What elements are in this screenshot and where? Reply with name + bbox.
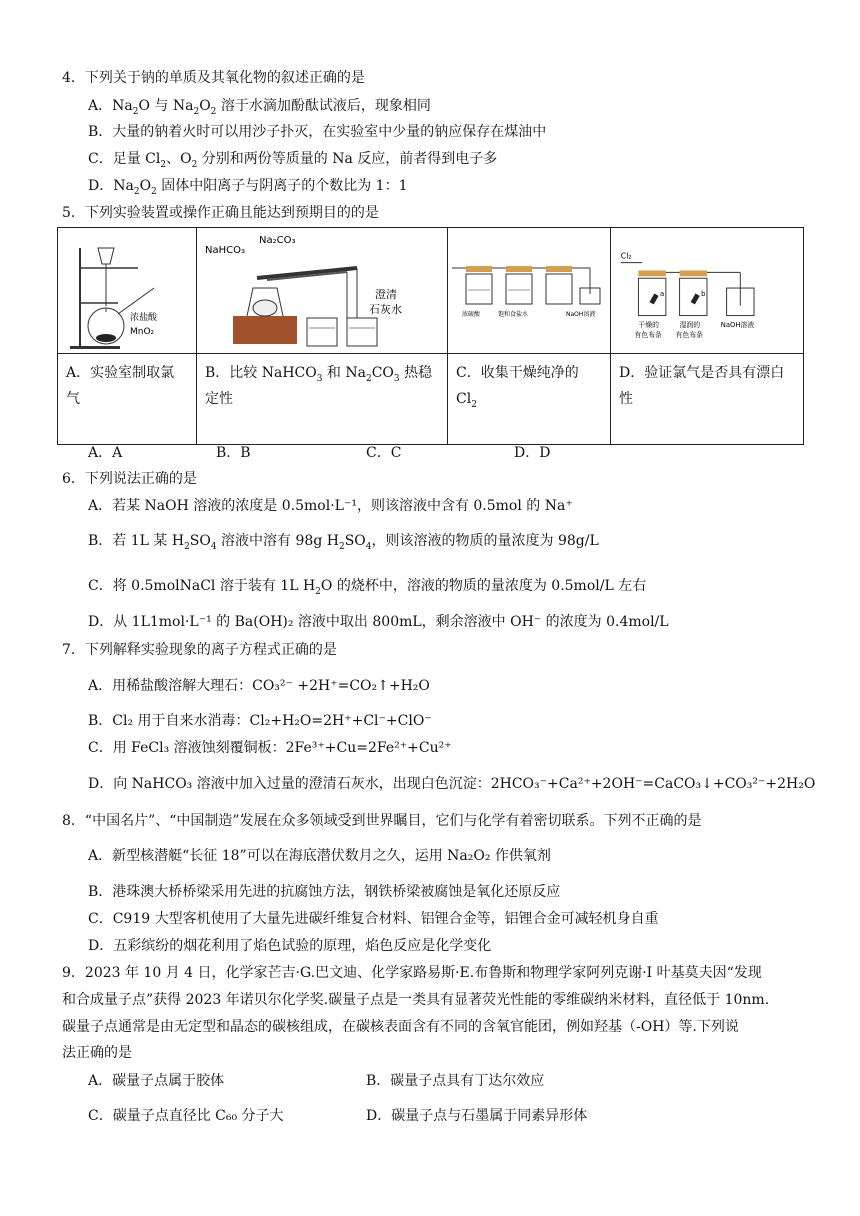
q4-option-b: B．大量的钠着火时可以用沙子扑灭，在实验室中少量的钠应保存在煤油中 <box>88 124 547 140</box>
q6-stem: 6．下列说法正确的是 <box>62 471 197 487</box>
q4-stem: 4．下列关于钠的单质及其氧化物的叙述正确的是 <box>62 70 365 86</box>
q8-option-a: A．新型核潜艇“长征 18”可以在海底潜伏数月之久，运用 Na₂O₂ 作供氧剂 <box>88 848 551 864</box>
q4-option-d: D．$Na_2O_2$ 固体中阳离子与阴离子的个数比为 1：1 <box>88 178 408 197</box>
q5-image-b <box>197 228 448 354</box>
q5-answer-d: D．D <box>514 445 551 461</box>
label-conc-h2so4: 浓硫酸 <box>462 311 481 318</box>
label-a: a <box>659 289 665 298</box>
label-nahco3: NaHCO₃ <box>205 245 245 256</box>
q5-answer-b: B．B <box>216 445 251 461</box>
q9-stem-line-3: 碳量子点通常是由无定型和晶态的碳核组成，在碳核表面含有不同的含氧官能团，例如羟基（-OH）等.下列说 <box>62 1019 739 1035</box>
q8-stem: 8．“中国名片”、“中国制造”发展在众多领域受到世界瞩目，它们与化学有着密切联系。下列不正确的是 <box>62 813 702 829</box>
q6-option-c: C．将 0.5molNaCl 溶于装有 1L $H_2O$ 的烧杯中，溶液的物质的量浓度为 0.5mol/L 左右 <box>88 578 647 597</box>
q6-option-b: B．若 1L 某 $H_2SO_4$ 溶液中溶有 98g $H_2SO_4$，则该溶液的物质的量浓度为 98g/L <box>88 533 599 552</box>
label-colored-cloth-1: 有色布条 <box>634 331 662 340</box>
label-clear: 澄清 <box>375 288 397 301</box>
label-colored-cloth-2: 有色布条 <box>675 331 704 340</box>
q7-option-d: D．向 NaHCO₃ 溶液中加入过量的澄清石灰水，出现白色沉淀：2HCO₃⁻+Ca²⁺+2OH⁻=CaCO₃↓+CO₃²⁻+2H₂O <box>88 776 816 792</box>
q5-caption-c: C．收集干燥纯净的 $Cl_2$ <box>448 354 611 445</box>
q5-answer-a: A．A <box>88 445 123 461</box>
q5-image-a <box>58 228 197 354</box>
label-sat-nacl: 饱和食盐水 <box>498 311 529 318</box>
q7-stem: 7．下列解释实验现象的离子方程式正确的是 <box>62 642 337 658</box>
label-wet: 湿润的 <box>679 321 701 330</box>
q8-option-b: B．港珠澳大桥桥梁采用先进的抗腐蚀方法，钢铁桥梁被腐蚀是氧化还原反应 <box>88 884 561 900</box>
q9-stem-line-4: 法正确的是 <box>62 1045 132 1061</box>
thermal-stability-diagram <box>197 228 447 353</box>
q5-image-c <box>448 228 611 354</box>
q7-option-c: C．用 FeCl₃ 溶液蚀刻覆铜板：2Fe³⁺+Cu=2Fe²⁺+Cu²⁺ <box>88 740 452 756</box>
q5-caption-a: A．实验室制取氯气 <box>58 354 197 445</box>
q5-image-d <box>611 228 804 354</box>
q9-option-c: C．碳量子点直径比 C₆₀ 分子大 <box>88 1108 284 1124</box>
q8-option-c: C．C919 大型客机使用了大量先进碳纤维复合材料、铝锂合金等，铝锂合金可减轻机身自重 <box>88 911 659 927</box>
gas-collection-diagram <box>448 228 610 353</box>
q4-option-a: A．$Na_2O$ 与 $Na_2O_2$ 溶于水滴加酚酞试液后，现象相同 <box>88 98 431 117</box>
q6-option-a: A．若某 NaOH 溶液的浓度是 0.5mol·L⁻¹，则该溶液中含有 0.5mol 的 Na⁺ <box>88 498 573 514</box>
q7-option-a: A．用稀盐酸溶解大理石：CO₃²⁻ +2H⁺=CO₂↑+H₂O <box>88 678 430 694</box>
q9-stem-line-2: 和合成量子点”获得 2023 年诺贝尔化学奖.碳量子点是一类具有显著荧光性能的零维碳纳米材料，直径低于 10nm. <box>62 992 770 1008</box>
bleach-test-diagram <box>611 228 803 353</box>
q5-stem: 5．下列实验装置或操作正确且能达到预期目的的是 <box>62 205 379 221</box>
chlorine-generator-diagram <box>58 228 196 353</box>
label-b: b <box>701 289 706 298</box>
q7-option-b: B．Cl₂ 用于自来水消毒：Cl₂+H₂O=2H⁺+Cl⁻+ClO⁻ <box>88 713 432 729</box>
q9-option-a: A．碳量子点属于胶体 <box>88 1073 225 1089</box>
label-naoh-c: NaOH溶液 <box>566 311 596 318</box>
q5-answer-c: C．C <box>366 445 402 461</box>
label-naoh-d: NaOH溶液 <box>720 321 755 330</box>
label-conc-hcl: 浓盐酸 <box>130 313 158 323</box>
q5-caption-b: B．比较 NaHCO$_3$ 和 $Na_2CO_3$ 热稳定性 <box>197 354 448 445</box>
q8-option-d: D．五彩缤纷的烟花利用了焰色试验的原理，焰色反应是化学变化 <box>88 938 492 954</box>
label-limewater: 石灰水 <box>369 303 402 316</box>
label-na2co3: Na₂CO₃ <box>259 235 296 246</box>
q5-experiment-table <box>57 227 804 445</box>
label-mno2: MnO₂ <box>130 327 155 337</box>
q9-stem-line-1: 9．2023 年 10 月 4 日，化学家芒吉·G.巴文迪、化学家路易斯·E.布鲁斯和物理学家阿列克谢·I 叶基莫夫因“发现 <box>62 965 762 981</box>
q9-option-b: B．碳量子点具有丁达尔效应 <box>366 1073 545 1089</box>
label-cl2: Cl₂ <box>620 251 632 261</box>
label-dry: 干燥的 <box>638 321 659 330</box>
q4-option-c: C．足量 $Cl_2$、$O_2$ 分别和两份等质量的 Na 反应，前者得到电子多 <box>88 151 498 170</box>
q6-option-d: D．从 1L1mol·L⁻¹ 的 Ba(OH)₂ 溶液中取出 800mL，剩余溶液中 OH⁻ 的浓度为 0.4mol/L <box>88 614 669 630</box>
q5-caption-d: D．验证氯气是否具有漂白性 <box>611 354 804 445</box>
q9-option-d: D．碳量子点与石墨属于同素异形体 <box>366 1108 588 1124</box>
